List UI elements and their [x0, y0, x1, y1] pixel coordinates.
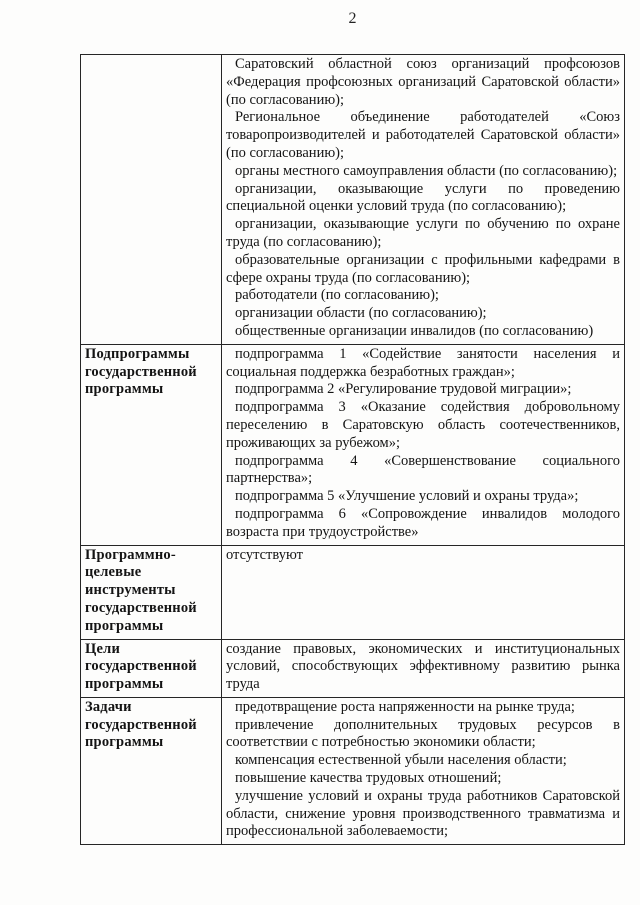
row-content-cell	[222, 545, 625, 639]
paragraph: предотвращение роста напряженности на рынке труда;	[235, 698, 575, 715]
row-label-cell: Программно-целевые инструменты государственной программы	[81, 545, 222, 639]
paragraph: подпрограмма 1 «Содействие занятости населения и социальная поддержка безработных граждан»;	[226, 345, 620, 380]
paragraph: подпрограмма 3 «Оказание содействия добровольному переселению в Саратовскую область соотечественников, проживающих за рубежом»;	[226, 399, 620, 451]
program-passport-table	[80, 54, 625, 845]
row-label-cell	[81, 55, 222, 345]
row-label-cell: Цели государственной программы	[81, 639, 222, 697]
paragraph: привлечение дополнительных трудовых ресурсов в соответствии с потребностью экономики области;	[226, 716, 620, 751]
paragraph: улучшение условий и охраны труда работников Саратовской области, снижение уровня производственного травматизма и профессиональной заболеваемости;	[226, 787, 620, 840]
table-row	[81, 545, 625, 639]
row-content-cell	[222, 55, 625, 345]
paragraph: подпрограмма 5 «Улучшение условий и охраны труда»;	[235, 488, 579, 505]
row-content-cell	[222, 344, 625, 545]
paragraph: создание правовых, экономических и институциональных условий, способствующих эффективному развитию рынка труда	[226, 640, 620, 693]
paragraph: работодатели (по согласованию);	[235, 287, 439, 304]
row-label-cell: Подпрограммы государственной программы	[81, 344, 222, 545]
page-number: 2	[348, 10, 357, 27]
table-body	[81, 55, 625, 845]
table-row	[81, 344, 625, 545]
paragraph: Саратовский областной союз организаций профсоюзов «Федерация профсоюзных организаций Саратовской области» (по согласованию);	[226, 56, 620, 108]
paragraph: подпрограмма 2 «Регулирование трудовой миграции»;	[235, 381, 572, 398]
paragraph: организации, оказывающие услуги по обучению по охране труда (по согласованию);	[226, 216, 620, 250]
table-row	[81, 55, 625, 345]
paragraph: образовательные организации с профильными кафедрами в сфере охраны труда (по согласованию);	[226, 251, 620, 286]
paragraph: организации области (по согласованию);	[235, 305, 487, 322]
paragraph: повышение качества трудовых отношений;	[235, 770, 502, 787]
paragraph: Региональное объединение работодателей «Союз товаропроизводителей и работодателей Саратовской области» (по согласованию);	[226, 109, 620, 161]
paragraph: организации, оказывающие услуги по проведению специальной оценки условий труда (по согласованию);	[226, 180, 620, 215]
row-content-cell	[222, 639, 625, 697]
paragraph: отсутствуют	[226, 546, 303, 563]
paragraph: компенсация естественной убыли населения области;	[235, 752, 567, 769]
paragraph: подпрограмма 4 «Совершенствование социального партнерства»;	[226, 452, 620, 487]
row-content-cell	[222, 697, 625, 844]
row-label-cell: Задачи государственной программы	[81, 697, 222, 844]
paragraph: органы местного самоуправления области (по согласованию);	[235, 162, 618, 179]
paragraph: подпрограмма 6 «Сопровождение инвалидов молодого возраста при трудоустройстве»	[226, 505, 620, 540]
table-row	[81, 697, 625, 844]
table-row	[81, 639, 625, 697]
paragraph: общественные организации инвалидов (по согласованию)	[235, 322, 594, 339]
